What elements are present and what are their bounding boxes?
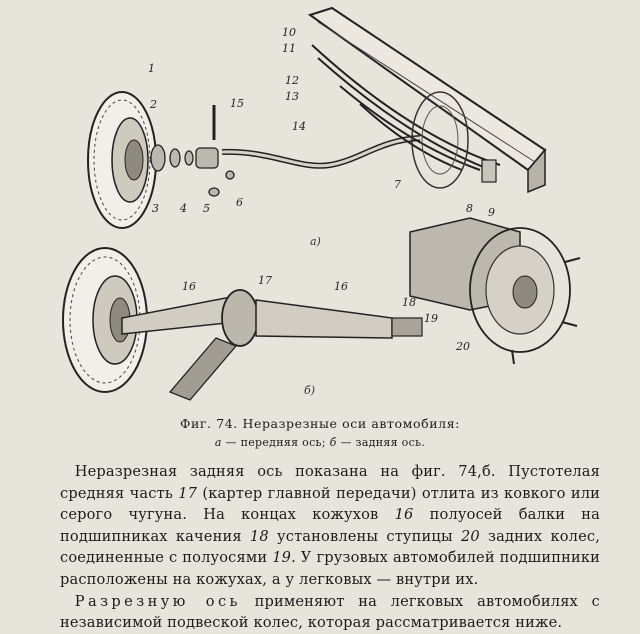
label-1: 1 xyxy=(148,62,155,75)
p1-ref-16: 16 xyxy=(394,506,414,524)
p1-ref-19: 19 xyxy=(272,549,292,567)
body-text xyxy=(60,461,600,634)
p1-text-b: (картер главной передачи) отлита из ковкого или серого чугуна. На концах кожухов xyxy=(60,484,600,524)
label-16b: 16 xyxy=(334,280,348,293)
label-13: 13 xyxy=(285,90,299,103)
label-10: 10 xyxy=(282,26,296,39)
hub-parts-top xyxy=(151,105,234,196)
subcaption-b-letter: б xyxy=(329,436,337,449)
p1-text-f: . У грузовых автомобилей подшипники расположены на кожухах, а у легковых — внутри их. xyxy=(60,549,600,588)
p1-text-d: установлены ступицы xyxy=(268,527,461,545)
p2-text: применяют на легковых автомобилях с независимой подвеской колес, которая рассматривается ниже. xyxy=(60,592,600,632)
p1-ref-18: 18 xyxy=(249,527,269,545)
p1-text-a: Неразрезная задняя ось показана на фиг. 74,б. Пустотелая средняя часть xyxy=(60,463,600,502)
figure-caption: Фиг. 74. Неразрезные оси автомобиля: xyxy=(180,416,460,431)
p1-text-c: полуосей балки на подшипниках качения xyxy=(60,506,601,545)
subfigure-label-b: б) xyxy=(304,384,316,397)
label-7: 7 xyxy=(394,178,401,191)
hub-cutaway xyxy=(410,218,580,364)
label-20: 20 xyxy=(456,340,470,353)
p1-ref-17: 17 xyxy=(178,484,198,502)
subcaption-a-text: — передняя ось; xyxy=(221,436,330,449)
label-4: 4 xyxy=(180,202,187,215)
p1-text-e: задних колес, соединенные с полуосями xyxy=(60,527,600,567)
subcaption-a-letter: а xyxy=(214,436,222,449)
axle-housing xyxy=(122,290,422,400)
subcaption-b-text: — задняя ось. xyxy=(336,436,426,449)
front-wheel-top xyxy=(88,92,156,228)
label-8: 8 xyxy=(466,202,473,215)
label-17: 17 xyxy=(258,274,272,287)
p2-spaced-term: Разрезную ось xyxy=(74,592,241,610)
label-15: 15 xyxy=(230,97,244,110)
label-14: 14 xyxy=(292,120,306,133)
label-11: 11 xyxy=(282,42,296,55)
label-2: 2 xyxy=(150,98,157,111)
p1-ref-20: 20 xyxy=(460,527,480,545)
label-3: 3 xyxy=(152,202,159,215)
subfigure-label-a: а) xyxy=(310,235,321,248)
label-12: 12 xyxy=(285,74,299,87)
label-16: 16 xyxy=(182,280,196,293)
paragraph-2 xyxy=(60,591,600,634)
label-5: 5 xyxy=(203,202,210,215)
label-19: 19 xyxy=(424,312,438,325)
paragraph-1 xyxy=(60,461,600,591)
label-6: 6 xyxy=(236,196,243,209)
figure-subcaption xyxy=(0,436,640,449)
label-18: 18 xyxy=(402,296,416,309)
label-9: 9 xyxy=(488,206,495,219)
